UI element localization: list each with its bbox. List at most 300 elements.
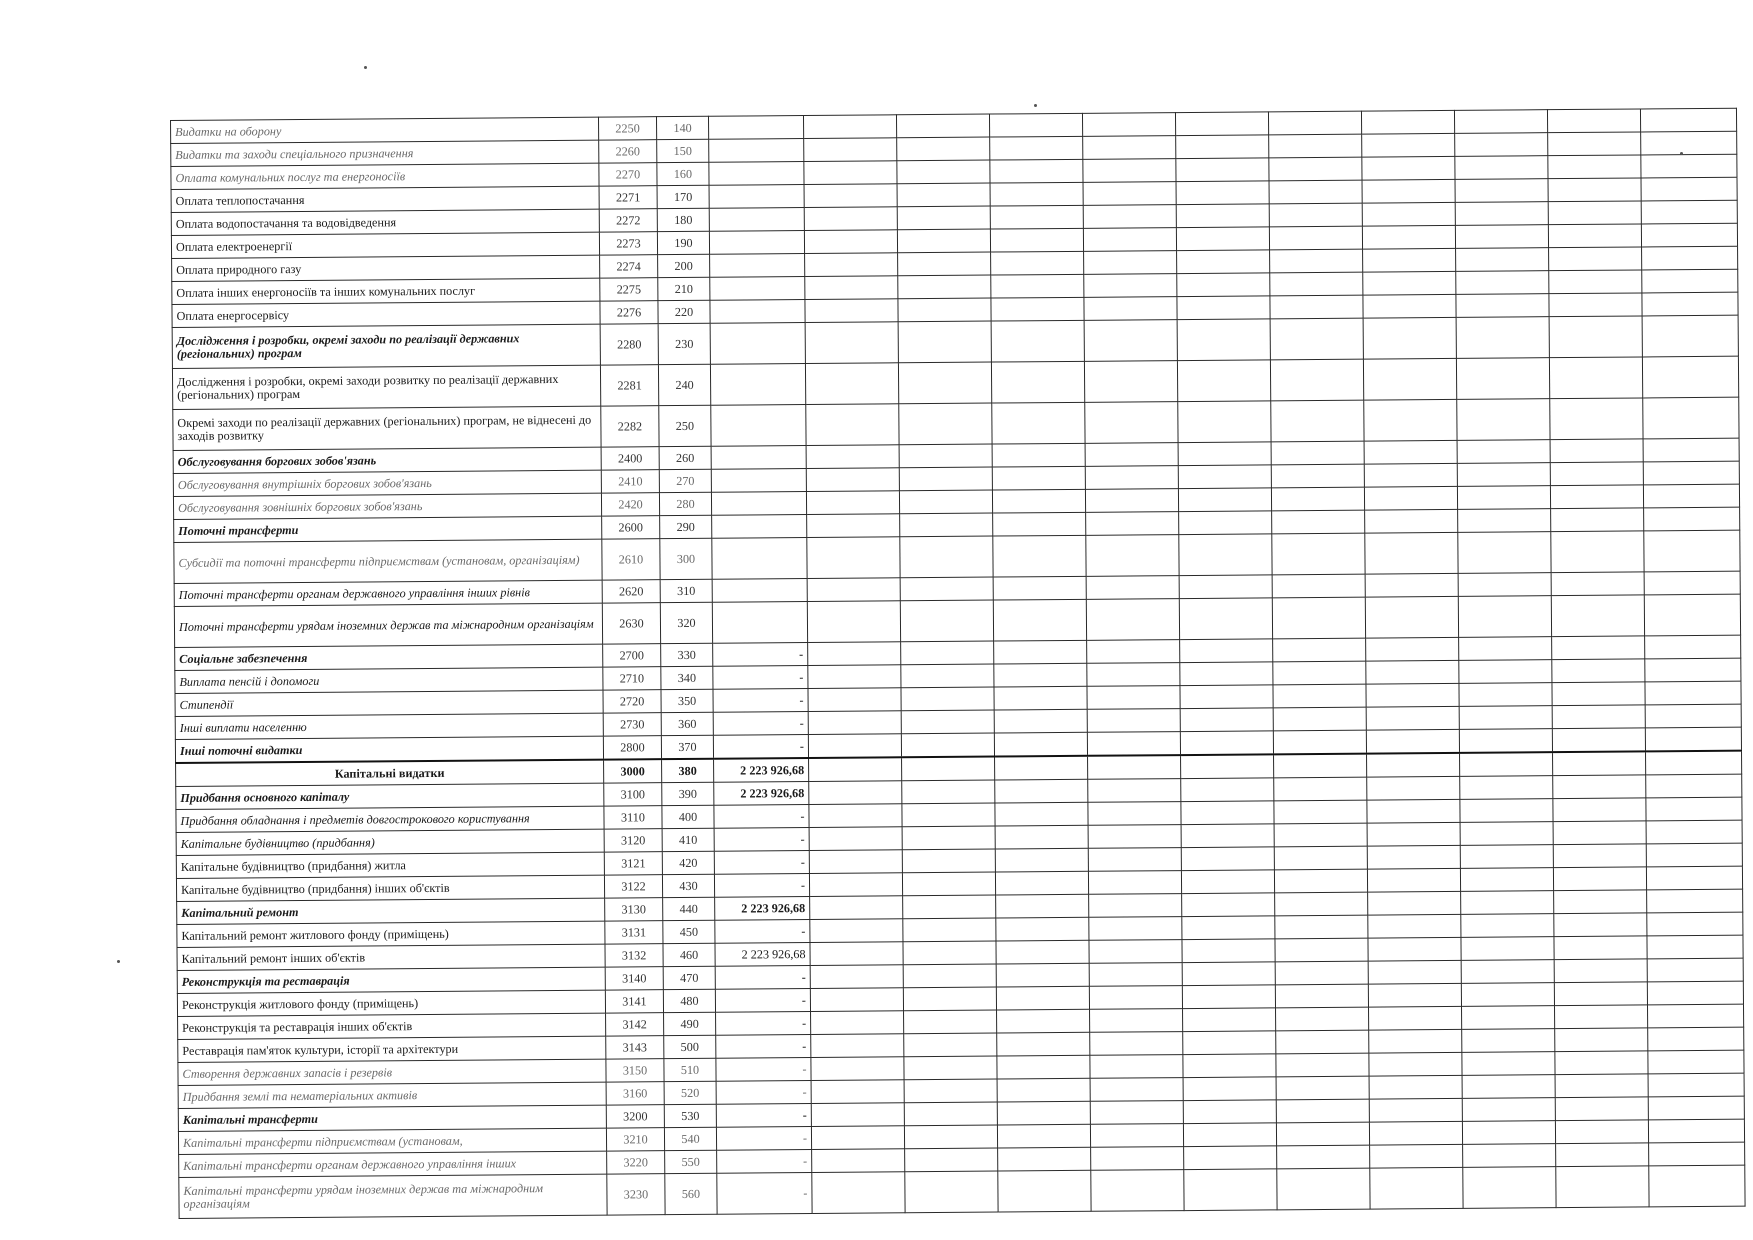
row-code: 2270 xyxy=(599,163,657,186)
row-line-number: 520 xyxy=(664,1081,716,1104)
empty-cell xyxy=(1181,778,1274,802)
empty-cell xyxy=(1277,1168,1370,1210)
empty-cell xyxy=(811,1103,904,1127)
empty-cell xyxy=(1456,248,1549,272)
empty-cell xyxy=(1091,1170,1184,1212)
empty-cell xyxy=(1648,1073,1744,1097)
empty-cell xyxy=(996,894,1089,918)
empty-cell xyxy=(1551,595,1644,637)
row-name: Капітальне будівництво (придбання) інших об'єктів xyxy=(176,875,604,901)
row-code: 2271 xyxy=(599,186,657,209)
empty-cell xyxy=(803,115,896,139)
row-line-number: 220 xyxy=(658,300,710,323)
row-amount: - xyxy=(715,919,810,943)
empty-cell xyxy=(1176,227,1269,251)
empty-cell xyxy=(1642,315,1738,357)
row-line-number: 240 xyxy=(658,364,710,405)
empty-cell xyxy=(1644,507,1740,531)
empty-cell xyxy=(1363,271,1456,295)
row-amount xyxy=(710,277,805,301)
row-line-number: 510 xyxy=(664,1058,716,1081)
row-amount: - xyxy=(713,666,808,690)
empty-cell xyxy=(806,404,899,446)
row-name: Капітальні видатки xyxy=(176,760,604,787)
empty-cell xyxy=(1555,1074,1648,1098)
empty-cell xyxy=(1177,296,1270,320)
row-code: 3121 xyxy=(604,852,662,875)
row-code: 2710 xyxy=(603,667,661,690)
empty-cell xyxy=(1272,597,1365,639)
empty-cell xyxy=(899,490,992,514)
row-line-number: 280 xyxy=(659,492,711,515)
empty-cell xyxy=(1647,912,1743,936)
row-code: 2410 xyxy=(601,470,659,493)
empty-cell xyxy=(993,512,1086,536)
row-amount xyxy=(709,185,804,209)
empty-cell xyxy=(1642,356,1738,398)
row-name: Придбання основного капіталу xyxy=(176,783,604,809)
row-line-number: 310 xyxy=(660,579,712,602)
empty-cell xyxy=(1460,845,1553,869)
empty-cell xyxy=(1641,223,1737,247)
empty-cell xyxy=(1277,1145,1370,1169)
empty-cell xyxy=(1179,534,1272,576)
empty-cell xyxy=(1363,294,1456,318)
empty-cell xyxy=(997,1078,1090,1102)
row-line-number: 320 xyxy=(660,602,712,643)
empty-cell xyxy=(1549,247,1642,271)
row-line-number: 420 xyxy=(662,851,714,874)
empty-cell xyxy=(1547,109,1640,133)
empty-cell xyxy=(1644,530,1740,572)
empty-cell xyxy=(897,229,990,253)
empty-cell xyxy=(1644,594,1740,636)
empty-cell xyxy=(1271,487,1364,511)
empty-cell xyxy=(1461,914,1554,938)
empty-cell xyxy=(1369,1006,1462,1030)
empty-cell xyxy=(1086,576,1179,600)
row-name: Інші поточні видатки xyxy=(175,736,603,763)
empty-cell xyxy=(810,965,903,989)
empty-cell xyxy=(1366,729,1459,753)
empty-cell xyxy=(1270,318,1363,360)
empty-cell xyxy=(991,297,1084,321)
empty-cell xyxy=(1550,398,1643,440)
empty-cell xyxy=(809,827,902,851)
empty-cell xyxy=(1085,466,1178,490)
empty-cell xyxy=(1369,1075,1462,1099)
empty-cell xyxy=(1643,438,1739,462)
row-code: 3160 xyxy=(606,1082,664,1105)
empty-cell xyxy=(900,600,993,642)
empty-cell xyxy=(1182,916,1275,940)
empty-cell xyxy=(1462,1075,1555,1099)
empty-cell xyxy=(1088,825,1181,849)
empty-cell xyxy=(1365,596,1458,638)
empty-cell xyxy=(1554,1005,1647,1029)
row-code: 2800 xyxy=(603,736,661,760)
empty-cell xyxy=(1462,1006,1555,1030)
empty-cell xyxy=(1556,1166,1649,1208)
empty-cell xyxy=(810,942,903,966)
empty-cell xyxy=(806,445,899,469)
empty-cell xyxy=(1276,1053,1369,1077)
empty-cell xyxy=(1366,706,1459,730)
empty-cell xyxy=(1363,317,1456,359)
empty-cell xyxy=(804,184,897,208)
empty-cell xyxy=(809,757,902,781)
empty-cell xyxy=(1273,638,1366,662)
empty-cell xyxy=(1369,1052,1462,1076)
empty-cell xyxy=(899,403,992,445)
empty-cell xyxy=(1459,729,1552,753)
row-code: 2610 xyxy=(602,539,660,580)
empty-cell xyxy=(1273,661,1366,685)
empty-cell xyxy=(1086,512,1179,536)
empty-cell xyxy=(1365,573,1458,597)
empty-cell xyxy=(902,803,995,827)
row-amount: - xyxy=(713,643,808,667)
empty-cell xyxy=(996,940,1089,964)
row-code: 3141 xyxy=(605,990,663,1013)
empty-cell xyxy=(1362,156,1455,180)
empty-cell xyxy=(1276,1076,1369,1100)
row-code: 3100 xyxy=(604,783,662,806)
empty-cell xyxy=(1083,159,1176,183)
row-amount: - xyxy=(716,1126,811,1150)
empty-cell xyxy=(1459,683,1552,707)
empty-cell xyxy=(1463,1144,1556,1168)
empty-cell xyxy=(1181,824,1274,848)
empty-cell xyxy=(1649,1165,1745,1207)
empty-cell xyxy=(1177,360,1270,402)
row-code: 3142 xyxy=(606,1013,664,1036)
empty-cell xyxy=(805,253,898,277)
empty-cell xyxy=(1276,1122,1369,1146)
empty-cell xyxy=(902,872,995,896)
empty-cell xyxy=(1274,754,1367,778)
row-name: Капітальне будівництво (придбання) житла xyxy=(176,852,604,878)
empty-cell xyxy=(1367,822,1460,846)
empty-cell xyxy=(1551,572,1644,596)
empty-cell xyxy=(805,322,898,364)
empty-cell xyxy=(1083,228,1176,252)
empty-cell xyxy=(808,711,901,735)
empty-cell xyxy=(1181,847,1274,871)
empty-cell xyxy=(1176,204,1269,228)
empty-cell xyxy=(1090,1101,1183,1125)
empty-cell xyxy=(997,1101,1090,1125)
empty-cell xyxy=(897,183,990,207)
empty-cell xyxy=(1089,963,1182,987)
row-name: Реконструкція житлового фонду (приміщень) xyxy=(177,990,605,1016)
empty-cell xyxy=(809,781,902,805)
row-code: 2274 xyxy=(600,255,658,278)
empty-cell xyxy=(995,802,1088,826)
empty-cell xyxy=(1184,1146,1277,1170)
empty-cell xyxy=(1368,983,1461,1007)
empty-cell xyxy=(990,136,1083,160)
row-code: 2720 xyxy=(603,690,661,713)
empty-cell xyxy=(810,919,903,943)
empty-cell xyxy=(1182,893,1275,917)
row-amount: - xyxy=(716,1080,811,1104)
empty-cell xyxy=(990,205,1083,229)
budget-sheet xyxy=(170,108,1746,1219)
row-amount xyxy=(711,492,806,516)
row-amount: - xyxy=(716,1057,811,1081)
row-name: Реконструкція та реставрація інших об'єктів xyxy=(178,1013,606,1039)
empty-cell xyxy=(1363,248,1456,272)
empty-cell xyxy=(1648,1096,1744,1120)
empty-cell xyxy=(809,873,902,897)
row-code: 2281 xyxy=(600,365,658,406)
empty-cell xyxy=(1648,1050,1744,1074)
empty-cell xyxy=(810,988,903,1012)
row-code: 2272 xyxy=(599,209,657,232)
empty-cell xyxy=(1089,940,1182,964)
empty-cell xyxy=(901,664,994,688)
empty-cell xyxy=(997,1055,1090,1079)
empty-cell xyxy=(896,114,989,138)
empty-cell xyxy=(1641,131,1737,155)
empty-cell xyxy=(1088,802,1181,826)
row-amount: - xyxy=(716,1011,811,1035)
empty-cell xyxy=(904,1010,997,1034)
empty-cell xyxy=(1456,271,1549,295)
row-name: Оплата інших енергоносіїв та інших комунальних послуг xyxy=(172,278,600,304)
empty-cell xyxy=(1461,960,1554,984)
empty-cell xyxy=(905,1148,998,1172)
empty-cell xyxy=(1087,663,1180,687)
empty-cell xyxy=(1461,891,1554,915)
row-line-number: 410 xyxy=(662,828,714,851)
empty-cell xyxy=(1367,753,1460,777)
row-line-number: 480 xyxy=(663,989,715,1012)
row-code: 2400 xyxy=(601,447,659,470)
empty-cell xyxy=(905,1171,998,1213)
empty-cell xyxy=(1368,960,1461,984)
row-name: Капітальний ремонт xyxy=(177,898,605,924)
empty-cell xyxy=(995,848,1088,872)
empty-cell xyxy=(1554,982,1647,1006)
row-code: 2282 xyxy=(601,406,659,447)
empty-cell xyxy=(1084,320,1177,362)
row-name: Оплата комунальних послуг та енергоносіїв xyxy=(171,163,599,189)
empty-cell xyxy=(901,710,994,734)
empty-cell xyxy=(1641,154,1737,178)
empty-cell xyxy=(994,709,1087,733)
empty-cell xyxy=(1085,489,1178,513)
row-code: 3130 xyxy=(605,898,663,921)
empty-cell xyxy=(994,686,1087,710)
row-name: Капітальні трансферти органам державного управління інших xyxy=(179,1151,607,1177)
empty-cell xyxy=(990,182,1083,206)
empty-cell xyxy=(1549,270,1642,294)
empty-cell xyxy=(1549,293,1642,317)
empty-cell xyxy=(1643,484,1739,508)
empty-cell xyxy=(1275,961,1368,985)
empty-cell xyxy=(1641,200,1737,224)
row-line-number: 530 xyxy=(664,1104,716,1127)
empty-cell xyxy=(997,1032,1090,1056)
empty-cell xyxy=(811,1011,904,1035)
empty-cell xyxy=(1178,465,1271,489)
empty-cell xyxy=(1180,685,1273,709)
empty-cell xyxy=(1270,359,1363,401)
empty-cell xyxy=(1458,596,1551,638)
empty-cell xyxy=(1182,985,1275,1009)
empty-cell xyxy=(1459,637,1552,661)
empty-cell xyxy=(1367,799,1460,823)
empty-cell xyxy=(1177,319,1270,361)
empty-cell xyxy=(1269,157,1362,181)
empty-cell xyxy=(1088,871,1181,895)
row-name: Поточні трансферти xyxy=(174,516,602,542)
row-line-number: 140 xyxy=(656,116,708,139)
empty-cell xyxy=(903,918,996,942)
row-line-number: 560 xyxy=(665,1173,717,1214)
empty-cell xyxy=(1552,682,1645,706)
empty-cell xyxy=(902,780,995,804)
row-name: Обслуговування зовнішніх боргових зобов'язань xyxy=(173,493,601,519)
row-name: Оплата енергосервісу xyxy=(172,301,600,327)
empty-cell xyxy=(1553,844,1646,868)
row-line-number: 300 xyxy=(660,538,712,579)
row-name: Обслуговування боргових зобов'язань xyxy=(173,447,601,473)
row-name: Поточні трансферти органам державного управління інших рівнів xyxy=(174,580,602,606)
row-code: 2250 xyxy=(598,117,656,140)
empty-cell xyxy=(990,159,1083,183)
empty-cell xyxy=(1642,292,1738,316)
row-code: 3132 xyxy=(605,944,663,967)
empty-cell xyxy=(1274,823,1367,847)
empty-cell xyxy=(1084,297,1177,321)
empty-cell xyxy=(1459,706,1552,730)
empty-cell xyxy=(898,321,991,363)
empty-cell xyxy=(1184,1169,1277,1211)
empty-cell xyxy=(1645,635,1741,659)
row-name: Капітальний ремонт житлового фонду (приміщень) xyxy=(177,921,605,947)
empty-cell xyxy=(1645,658,1741,682)
row-line-number: 500 xyxy=(664,1035,716,1058)
row-code: 2600 xyxy=(602,516,660,539)
empty-cell xyxy=(1368,937,1461,961)
row-amount: 2 223 926,68 xyxy=(715,942,810,966)
empty-cell xyxy=(1460,822,1553,846)
empty-cell xyxy=(1462,1029,1555,1053)
empty-cell xyxy=(1275,892,1368,916)
row-code: 3000 xyxy=(604,759,662,783)
row-code: 2276 xyxy=(600,301,658,324)
row-amount: 2 223 926,68 xyxy=(715,897,810,921)
empty-cell xyxy=(1460,752,1553,776)
empty-cell xyxy=(1643,461,1739,485)
empty-cell xyxy=(998,1147,1091,1171)
empty-cell xyxy=(1646,774,1742,798)
empty-cell xyxy=(1648,1027,1744,1051)
empty-cell xyxy=(1457,463,1550,487)
empty-cell xyxy=(990,228,1083,252)
empty-cell xyxy=(904,1033,997,1057)
row-code: 3230 xyxy=(607,1174,665,1215)
empty-cell xyxy=(1366,637,1459,661)
empty-cell xyxy=(811,1126,904,1150)
empty-cell xyxy=(1644,571,1740,595)
empty-cell xyxy=(1646,843,1742,867)
row-code: 2730 xyxy=(603,713,661,736)
empty-cell xyxy=(1361,110,1454,134)
empty-cell xyxy=(1271,441,1364,465)
row-line-number: 370 xyxy=(661,735,713,759)
empty-cell xyxy=(993,576,1086,600)
empty-cell xyxy=(1554,959,1647,983)
row-code: 3140 xyxy=(605,967,663,990)
empty-cell xyxy=(811,1034,904,1058)
row-name: Капітальні трансферти підприємствам (установам, xyxy=(178,1128,606,1154)
row-code: 3122 xyxy=(604,875,662,898)
empty-cell xyxy=(1548,224,1641,248)
empty-cell xyxy=(1455,225,1548,249)
empty-cell xyxy=(1090,1009,1183,1033)
empty-cell xyxy=(1548,201,1641,225)
empty-cell xyxy=(1268,111,1361,135)
empty-cell xyxy=(1367,776,1460,800)
row-line-number: 290 xyxy=(660,515,712,538)
empty-cell xyxy=(901,733,994,757)
empty-cell xyxy=(901,687,994,711)
empty-cell xyxy=(1648,1119,1744,1143)
empty-cell xyxy=(1647,935,1743,959)
row-line-number: 390 xyxy=(662,782,714,805)
row-code: 2280 xyxy=(600,324,658,365)
row-amount xyxy=(710,300,805,324)
row-line-number: 450 xyxy=(663,920,715,943)
row-name: Окремі заходи по реалізації державних (регіональних) програм, не віднесені до заходів розвитку xyxy=(173,406,601,450)
row-name: Соціальне забезпечення xyxy=(175,644,603,670)
row-name: Інші виплати населенню xyxy=(175,713,603,739)
empty-cell xyxy=(993,599,1086,641)
row-amount xyxy=(711,446,806,470)
budget-table xyxy=(170,108,1746,1219)
empty-cell xyxy=(1457,440,1550,464)
empty-cell xyxy=(1455,156,1548,180)
row-name: Створення державних запасів і резервів xyxy=(178,1059,606,1085)
empty-cell xyxy=(1272,510,1365,534)
empty-cell xyxy=(1179,598,1272,640)
empty-cell xyxy=(1553,775,1646,799)
empty-cell xyxy=(1459,660,1552,684)
empty-cell xyxy=(1273,707,1366,731)
empty-cell xyxy=(904,1102,997,1126)
row-line-number: 180 xyxy=(657,208,709,231)
empty-cell xyxy=(804,138,897,162)
empty-cell xyxy=(1090,1032,1183,1056)
empty-cell xyxy=(1455,179,1548,203)
empty-cell xyxy=(1083,205,1176,229)
row-line-number: 270 xyxy=(659,469,711,492)
row-amount: - xyxy=(714,874,809,898)
empty-cell xyxy=(1086,535,1179,577)
row-name: Оплата електроенергії xyxy=(171,232,599,258)
row-code: 2420 xyxy=(601,493,659,516)
empty-cell xyxy=(904,1079,997,1103)
row-name: Капітальний ремонт інших об'єктів xyxy=(177,944,605,970)
empty-cell xyxy=(904,1125,997,1149)
row-amount: - xyxy=(716,1103,811,1127)
empty-cell xyxy=(808,688,901,712)
empty-cell xyxy=(1274,777,1367,801)
